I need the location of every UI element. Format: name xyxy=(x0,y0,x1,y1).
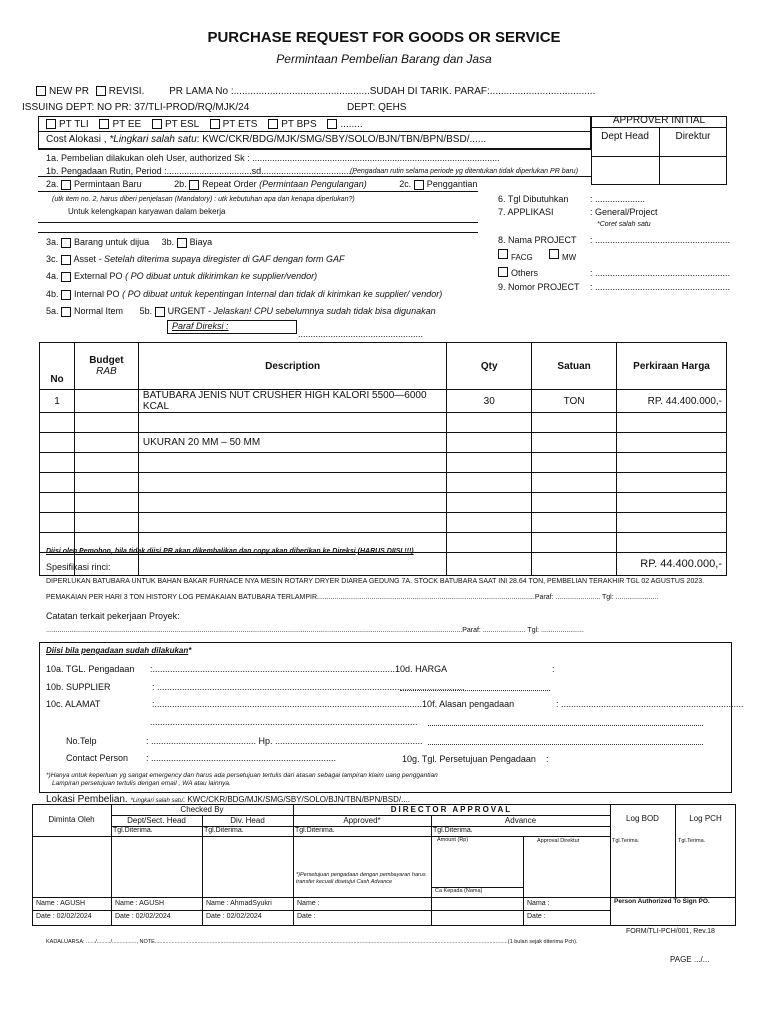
fill-note-text: Diisi oleh Pemohon, bila tidak diisi PR akan dikembalikan dan copy akan diberikan ke Direksi xyxy=(46,548,356,555)
item-description-cell[interactable] xyxy=(138,413,446,433)
pt-tli-checkbox[interactable] xyxy=(46,119,56,129)
fill-note-must: (HARUS DIISI !!!) xyxy=(357,548,414,555)
company-row xyxy=(46,119,363,130)
l3c-num: 3c. xyxy=(46,254,59,264)
others-row xyxy=(498,266,538,277)
item-no-cell[interactable] xyxy=(40,453,75,473)
procurement-header-text: Diisi bila pengadaan sudah dilakukan xyxy=(46,646,189,655)
item-harga-cell[interactable] xyxy=(617,453,727,473)
field-8-value[interactable]: : ...................................................... xyxy=(590,235,731,245)
item-no-cell[interactable] xyxy=(40,473,75,493)
dept-label: DEPT: QEHS xyxy=(347,102,407,113)
repeat-order-note: (Permintaan Pengulangan) xyxy=(259,179,367,189)
items-header-row xyxy=(40,343,727,390)
div-tgl-diterima: Tgl.Diterima. xyxy=(204,827,244,834)
pt-ee-checkbox[interactable] xyxy=(99,119,109,129)
total-harga[interactable]: RP. 44.400.000,- xyxy=(617,553,727,576)
facg-checkbox[interactable] xyxy=(498,249,508,259)
internal-po-checkbox[interactable] xyxy=(61,290,71,300)
field-9-value[interactable]: : ...................................................... xyxy=(590,282,731,292)
approver-dept-head: Dept Head xyxy=(601,131,649,142)
page-number: PAGE .../... xyxy=(670,955,710,964)
total-description xyxy=(138,553,446,576)
revisi-checkbox[interactable] xyxy=(96,86,106,96)
facg-mw-row xyxy=(498,249,577,263)
item-budget-cell[interactable] xyxy=(74,473,138,493)
field-10g-label: 10g. Tgl. Persetujuan Pengadaan xyxy=(402,754,536,764)
new-pr-label: NEW PR xyxy=(49,86,89,97)
revisi-label: REVISI. xyxy=(108,86,145,97)
item-harga-cell[interactable] xyxy=(617,433,727,453)
paraf-direksi-label: Paraf Direksi : xyxy=(172,321,229,331)
field-6-label: 6. Tgl Dibutuhkan xyxy=(498,194,569,204)
item-no-cell[interactable] xyxy=(40,433,75,453)
header-no: No xyxy=(40,343,75,390)
log-pch-label: Log PCH xyxy=(689,814,722,823)
field-7-label: 7. APPLIKASI xyxy=(498,207,554,217)
item-budget-cell[interactable] xyxy=(74,453,138,473)
items-total-row xyxy=(40,553,727,576)
approval-direktur-label: Approval Direktur xyxy=(537,838,580,844)
item-budget-cell[interactable] xyxy=(74,493,138,513)
repeat-order-label: Repeat Order xyxy=(202,179,257,189)
asset-note: - Setelah diterima supaya diregister di GAF dengan form GAF xyxy=(98,254,345,264)
others-value[interactable]: : ...................................................... xyxy=(590,268,731,278)
mw-label: MW xyxy=(562,253,577,263)
amount-label: Amount (Rp) xyxy=(437,837,469,843)
l5b-num: 5b. xyxy=(139,306,153,316)
pt-bps-checkbox[interactable] xyxy=(268,119,278,129)
note-2a: (utk item no. 2, harus diberi penjelasan (Mandatory) : utk kebutuhan apa dan kenapa diperlukan?) xyxy=(52,196,355,203)
cost-alokasi-locations: : KWC/CKR/BDG/MJK/SMG/SBY/SOLO/BJN/TBN/BPN/BSD/...... xyxy=(196,134,487,145)
others-checkbox[interactable] xyxy=(498,267,508,277)
page-subtitle: Permintaan Pembelian Barang dan Jasa xyxy=(276,52,492,66)
item-satuan-cell[interactable] xyxy=(532,433,617,453)
company-ets: PT ETS xyxy=(222,119,258,130)
urgent-label: URGENT xyxy=(167,306,206,316)
l4a-num: 4a. xyxy=(46,271,59,281)
normal-item-label: Normal Item xyxy=(74,306,124,316)
repeat-order-checkbox[interactable] xyxy=(189,180,199,190)
director-approval-label: DIRECTOR APPROVAL xyxy=(390,805,513,814)
item-satuan-cell[interactable] xyxy=(532,453,617,473)
field-10d-value[interactable]: : xyxy=(552,664,555,674)
item-satuan-cell[interactable]: TON xyxy=(532,390,617,413)
line-1a: 1a. Pembelian dilakukan oleh User, authorized Sk : ................................................................................................... xyxy=(46,153,500,163)
biaya-label: Biaya xyxy=(189,237,213,247)
spesifikasi-line-2[interactable]: PEMAKAIAN PER HARI 3 TON HISTORY LOG PEMAKAIAN BATUBARA TERLAMPIR................................................................................................................Paraf: ....................... Tgl: ...................... xyxy=(46,594,659,601)
advance-label: Advance xyxy=(504,816,537,825)
line-3ab xyxy=(46,237,212,248)
company-ee: PT EE xyxy=(112,119,142,130)
item-budget-cell[interactable] xyxy=(74,413,138,433)
line-2 xyxy=(46,179,477,190)
kadaluarsa-line: KADALUARSA: ....../........./................, NOTE.......................................................................................................................................................................................................................................(1 bulan sejak diterima Pch). xyxy=(46,939,578,945)
internal-po-note: ( PO dibuat untuk kepentingan Internal dan tidak di kirimkan ke supplier/ vendor) xyxy=(122,289,443,299)
dept-sect-head-label: Dept/Sect. Head xyxy=(127,816,186,825)
catatan-label: Catatan terkait pekerjaan Proyek: xyxy=(46,611,180,621)
line-3c xyxy=(46,254,345,265)
field-7-value[interactable]: : General/Project xyxy=(590,207,658,217)
item-satuan-cell[interactable] xyxy=(532,473,617,493)
asset-label: Asset xyxy=(73,254,97,264)
item-description-cell[interactable]: BATUBARA JENIS NUT CRUSHER HIGH KALORI 5500—6000 KCAL xyxy=(138,390,446,413)
div-head-label: Div. Head xyxy=(230,816,265,825)
diminta-oleh-label: Diminta Oleh xyxy=(48,815,95,824)
line-1b-note: (Pengadaan rutin selama periode yg ditentukan tidak diperlukan PR baru) xyxy=(350,168,579,175)
urgent-checkbox[interactable] xyxy=(155,307,165,317)
header-rab-label: RAB xyxy=(96,366,117,377)
field-10g-value[interactable]: : xyxy=(546,754,549,764)
line-4b xyxy=(46,289,442,300)
mw-checkbox[interactable] xyxy=(549,249,559,259)
field-10b-value[interactable]: : ........................................................................................................................... xyxy=(152,682,465,692)
item-budget-cell[interactable] xyxy=(74,390,138,413)
external-po-note: ( PO dibuat untuk dikirimkan ke supplier/vendor) xyxy=(125,271,318,281)
notelp-value[interactable]: : .......................................... Hp. ........................................................... xyxy=(146,736,423,746)
line-5 xyxy=(46,306,436,317)
procurement-footnote-2: Lampiran persetujuan tertulis dengan email , WA atau lainnya. xyxy=(52,780,231,787)
item-qty-cell[interactable] xyxy=(447,473,532,493)
log-bod-label: Log BOD xyxy=(626,814,659,823)
permintaan-baru-checkbox[interactable] xyxy=(61,180,71,190)
lokasi-label: Lokasi Pembelian. xyxy=(46,794,128,805)
asset-checkbox[interactable] xyxy=(61,255,71,265)
l2c-num: 2c. xyxy=(399,179,412,189)
notelp-label: No.Telp xyxy=(66,736,97,746)
pt-ets-checkbox[interactable] xyxy=(210,119,220,129)
table-row xyxy=(40,413,727,433)
item-satuan-cell[interactable] xyxy=(532,493,617,513)
requester-date[interactable]: Date : 02/02/2024 xyxy=(36,913,92,920)
contact-label: Contact Person xyxy=(66,753,129,763)
external-po-checkbox[interactable] xyxy=(61,272,71,282)
header-qty: Qty xyxy=(447,343,532,390)
external-po-label: External PO xyxy=(74,271,123,281)
field-10c-value[interactable]: :...........................................................................................................10f. Alasan pengadaan xyxy=(152,699,515,709)
field-8-label: 8. Nama PROJECT xyxy=(498,235,577,245)
note-2b: Untuk kelengkapan karyawan dalam bekerja xyxy=(68,207,226,216)
field-10c-label: 10c. ALAMAT xyxy=(46,699,101,709)
cost-alokasi xyxy=(46,134,486,145)
header-description: Description xyxy=(138,343,446,390)
field-6-value[interactable]: : .................... xyxy=(590,194,646,204)
spesifikasi-label: Spesifikasi rinci: xyxy=(46,562,111,572)
item-qty-cell[interactable] xyxy=(447,413,532,433)
penggantian-label: Penggantian xyxy=(426,179,478,189)
requester-name[interactable]: Name : AGUSH xyxy=(36,900,86,907)
person-authorized-label: Person Authorized To Sign PO. xyxy=(614,898,710,905)
paraf-direksi-dots: .................................................. xyxy=(298,329,424,339)
item-description-cell[interactable] xyxy=(138,513,446,533)
item-qty-cell[interactable] xyxy=(447,493,532,513)
procurement-header xyxy=(46,646,191,655)
fill-note xyxy=(46,548,414,555)
table-row xyxy=(40,473,727,493)
new-pr-checkbox[interactable] xyxy=(36,86,46,96)
item-no-cell[interactable] xyxy=(40,513,75,533)
penggantian-checkbox[interactable] xyxy=(414,180,424,190)
lokasi-note: *Lingkari salah satu xyxy=(130,798,183,804)
field-9-label: 9. Nomor PROJECT xyxy=(498,282,580,292)
item-budget-cell[interactable] xyxy=(74,513,138,533)
item-satuan-cell[interactable] xyxy=(532,533,617,553)
item-qty-cell[interactable]: 30 xyxy=(447,390,532,413)
barang-dijual-label: Barang untuk dijua xyxy=(74,237,150,247)
item-no-cell[interactable] xyxy=(40,493,75,513)
internal-po-label: Internal PO xyxy=(74,289,120,299)
company-tli: PT TLI xyxy=(59,119,89,130)
field-10a-label: 10a. TGL. Pengadaan xyxy=(46,664,135,674)
checked-by-label: Checked By xyxy=(180,805,224,814)
header-satuan: Satuan xyxy=(532,343,617,390)
urgent-note: - Jelaskan! CPU sebelumnya sudah tidak bisa digunakan xyxy=(207,306,436,316)
item-harga-cell[interactable] xyxy=(617,533,727,553)
item-no-cell[interactable]: 1 xyxy=(40,390,75,413)
log-pch-tgl-terima: Tgl.Terima. xyxy=(678,838,706,844)
advance-date[interactable]: Date : xyxy=(527,913,546,920)
field-10b-label: 10b. SUPPLIER xyxy=(46,682,111,692)
field-7-note: *Coret salah satu xyxy=(597,221,651,228)
field-10f-value[interactable]: : ......................................................................... xyxy=(556,699,744,709)
item-qty-cell[interactable] xyxy=(447,453,532,473)
item-description-cell[interactable] xyxy=(138,473,446,493)
table-row xyxy=(40,453,727,473)
contact-value[interactable]: : .......................................................................... xyxy=(146,753,337,763)
table-row xyxy=(40,433,727,453)
l4b-num: 4b. xyxy=(46,289,59,299)
facg-label: FACG xyxy=(511,253,533,263)
item-qty-cell[interactable] xyxy=(447,513,532,533)
cost-alokasi-label: Cost Alokasi , xyxy=(46,134,107,145)
header-budget xyxy=(74,343,138,390)
pr-row xyxy=(36,86,595,97)
address-line-2[interactable]: ........................................................................................................... xyxy=(150,717,418,727)
approved-name[interactable]: Name : xyxy=(297,900,320,907)
header-budget-label: Budget xyxy=(89,355,124,366)
item-description-cell[interactable] xyxy=(138,453,446,473)
line-1b: 1b. Pengadaan Rutin, Period :..................................sd...................................... xyxy=(46,166,357,176)
pr-lama-field: PR LAMA No :.................................................SUDAH DI TARIK. PARAF:...................................... xyxy=(169,86,596,97)
pt-esl-checkbox[interactable] xyxy=(152,119,162,129)
table-row xyxy=(40,513,727,533)
dept-head-date[interactable]: Date : 02/02/2024 xyxy=(115,913,171,920)
total-satuan xyxy=(532,553,617,576)
item-harga-cell[interactable] xyxy=(617,513,727,533)
header-harga: Perkiraan Harga xyxy=(617,343,727,390)
approver-direktur: Direktur xyxy=(675,131,711,142)
procurement-footnote-1: *)Hanya untuk keperluan yg sangat emergency dan harus ada persetujuan tertulis dari atasan sebagai lampiran klaim uang penggantian xyxy=(46,772,438,779)
field-10a-value[interactable]: :.................................................................................................10d. HARGA xyxy=(150,664,448,674)
procurement-header-star: * xyxy=(188,646,192,655)
spesifikasi-line-1[interactable]: DIPERLUKAN BATUBARA UNTUK BAHAN BAKAR FURNACE NYA MESIN ROTARY DRYER DIAREA GEDUNG 7A. STOCK BATUBARA SAAT INI 28.64 TON, PEMBELIAN TERAKHIR TGL 02 AGUSTUS 2023. xyxy=(46,578,705,585)
total-qty xyxy=(447,553,532,576)
approved-tgl-diterima: Tgl.Diterima. xyxy=(295,827,335,834)
catatan-line[interactable]: ......................................................................................................................................................................................................................Paraf: ...................... Tgl: ...................... xyxy=(46,627,584,634)
approved-label: Approved* xyxy=(343,816,381,825)
l5a-num: 5a. xyxy=(46,306,59,316)
log-bod-tgl-terima: Tgl.Terima. xyxy=(612,838,640,844)
item-satuan-cell[interactable] xyxy=(532,413,617,433)
advance-nama[interactable]: Nama : xyxy=(527,900,550,907)
permintaan-baru-label: Permintaan Baru xyxy=(74,179,142,189)
item-harga-cell[interactable] xyxy=(617,413,727,433)
l2a-num: 2a. xyxy=(46,179,59,189)
item-harga-cell[interactable] xyxy=(617,493,727,513)
dept-tgl-diterima: Tgl.Diterima. xyxy=(113,827,153,834)
approved-date[interactable]: Date : xyxy=(297,913,316,920)
table-row xyxy=(40,493,727,513)
item-harga-cell[interactable] xyxy=(617,473,727,493)
company-bps: PT BPS xyxy=(281,119,317,130)
normal-item-checkbox[interactable] xyxy=(61,307,71,317)
lokasi-values: : KWC/CKR/BDG/MJK/SMG/SBY/SOLO/BJN/TBN/BPN/BSD/.... xyxy=(182,795,411,804)
advance-tgl-diterima: Tgl.Diterima. xyxy=(433,827,473,834)
l3a-num: 3a. xyxy=(46,237,59,247)
item-satuan-cell[interactable] xyxy=(532,513,617,533)
dept-head-name[interactable]: Name : AGUSH xyxy=(115,900,165,907)
l2b-num: 2b. xyxy=(174,179,187,189)
div-head-name[interactable]: Name : AhmadSyukri xyxy=(206,900,272,907)
approver-title: APPROVER INITIAL xyxy=(612,115,706,126)
form-number: FORM/TLI-PCH/001, Rev.18 xyxy=(626,928,715,935)
barang-dijual-checkbox[interactable] xyxy=(61,238,71,248)
ca-kepada-label: Ca Kepada (Nama) xyxy=(435,888,483,894)
page-title: PURCHASE REQUEST FOR GOODS OR SERVICE xyxy=(207,29,561,46)
table-row xyxy=(40,390,727,413)
other-company-checkbox[interactable] xyxy=(327,119,337,129)
cost-alokasi-note: *Lingkari salah satu xyxy=(109,134,197,145)
item-qty-cell[interactable] xyxy=(447,433,532,453)
item-no-cell[interactable] xyxy=(40,413,75,433)
item-harga-cell[interactable]: RP. 44.400.000,- xyxy=(617,390,727,413)
issuing-dept: ISSUING DEPT: NO PR: 37/TLI-PROD/RQ/MJK/24 xyxy=(22,102,250,113)
biaya-checkbox[interactable] xyxy=(177,238,187,248)
others-label: Others xyxy=(511,268,539,278)
div-head-date[interactable]: Date : 02/02/2024 xyxy=(206,913,262,920)
company-esl: PT ESL xyxy=(164,119,199,130)
items-table xyxy=(39,342,727,576)
line-4a xyxy=(46,271,317,282)
company-other: ........ xyxy=(340,119,363,130)
l3b-num: 3b. xyxy=(161,237,175,247)
item-description-cell[interactable]: UKURAN 20 MM – 50 MM xyxy=(138,433,446,453)
item-budget-cell[interactable] xyxy=(74,433,138,453)
item-qty-cell[interactable] xyxy=(447,533,532,553)
approved-note: *)Persetujuan pengadaan dengan pembayaran harus transfer kecuali disetujui Cash Advance xyxy=(296,872,426,885)
item-description-cell[interactable] xyxy=(138,493,446,513)
